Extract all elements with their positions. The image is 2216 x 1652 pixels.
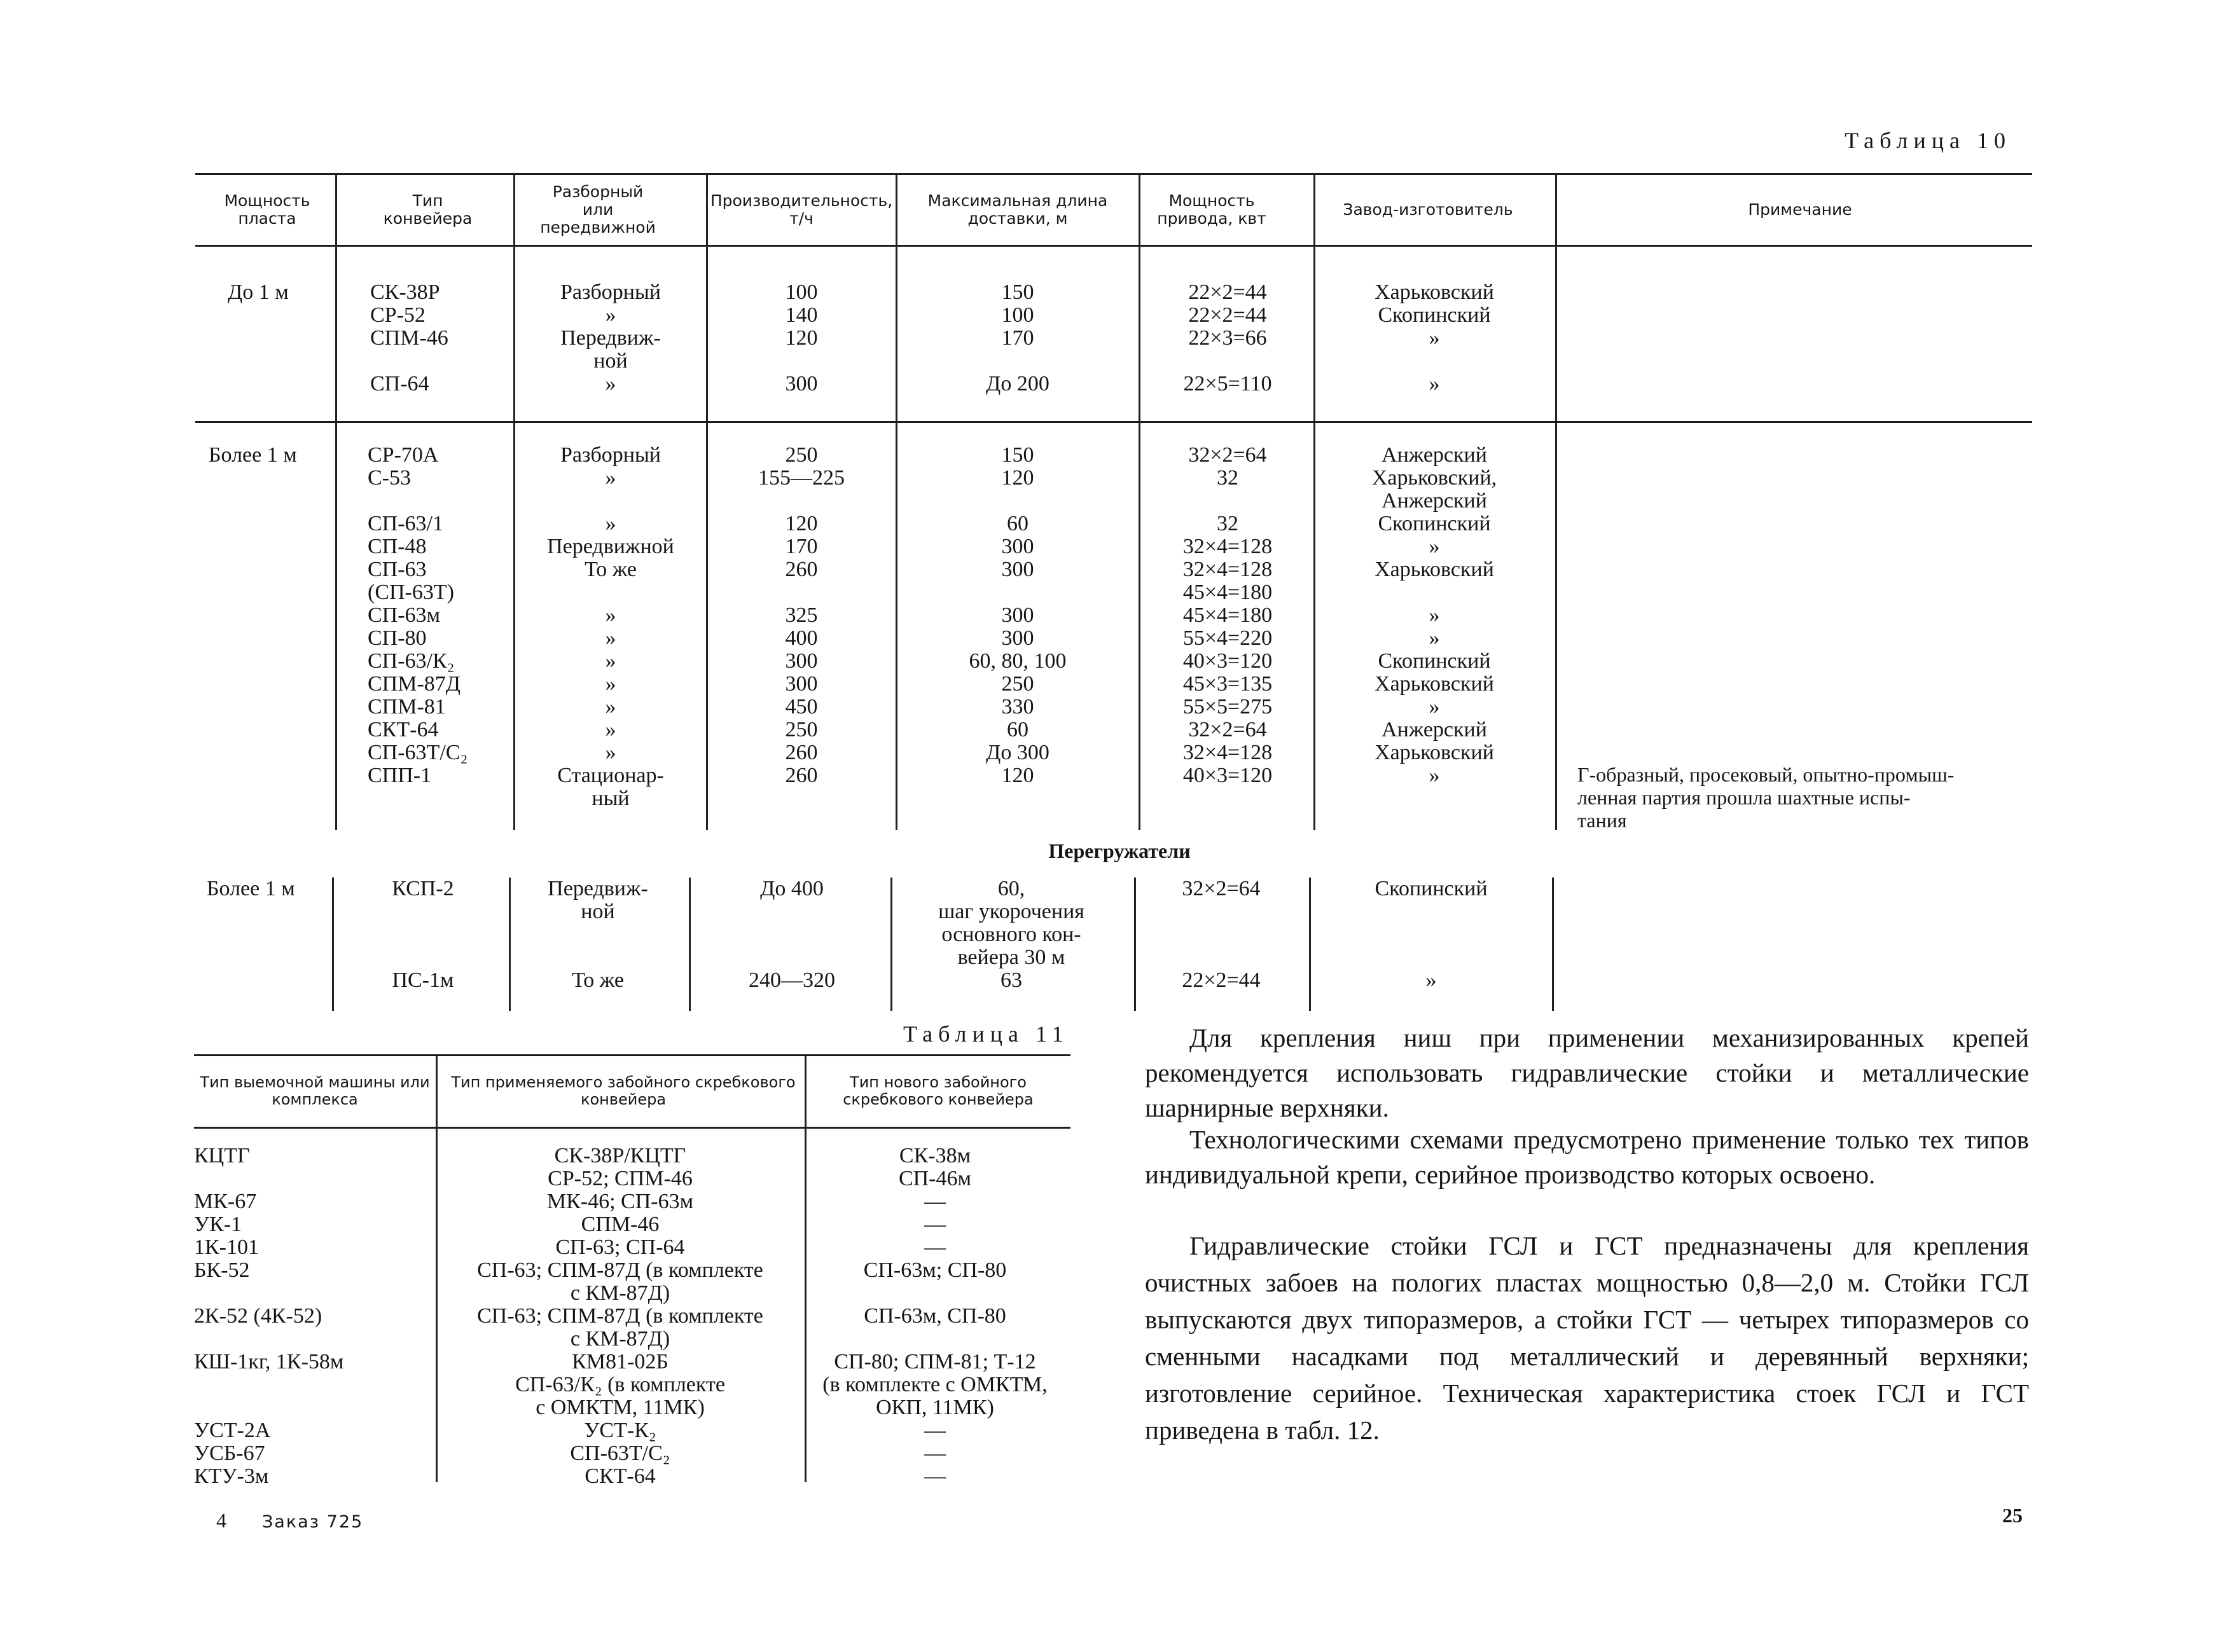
paragraph-hydraulic-props: Гидравлические стойки ГСЛ и ГСТ предназначены для крепления очистных забоев на пологих пластах мощностью 0,8—2,0 м. Стойки ГСЛ выпускаются двух типоразмеров, а стойки ГСТ — четырех типоразмеров со сменными насадками под металлический и деревянный верхняки; изготовление серийное. Техническая характеристика стоек ГСЛ и ГСТ приведена в табл. 12. [1145, 1231, 2029, 1445]
table10-column-divider [1309, 878, 1311, 1011]
table11-new-conveyors: СК-38м СП-46м — — — СП-63м; СП-80 СП-63м, СП-80 СП-80; СПМ-81; Т-12 (в комплекте с ОМКТМ, ОКП, 11МК) — — — [822, 1144, 1048, 1488]
table10-column-divider [1552, 878, 1554, 1011]
header-kind: Разборный или передвижной [540, 182, 656, 237]
group1-kind: Разборный » Передвиж- ной » [560, 280, 661, 396]
table10-column-divider [890, 878, 892, 1011]
group3-capacity: До 400 240—320 [749, 877, 835, 992]
transfer-conveyors-title: Перегружатели [1048, 839, 1191, 862]
group2-kind: Разборный » » Передвижной То же » » » » » » » Стационар- ный [547, 443, 674, 810]
group1-length: 150 100 170 До 200 [986, 280, 1049, 396]
group3-kind: Передвиж- ной То же [548, 877, 648, 992]
group3-plant: Скопинский » [1375, 877, 1488, 992]
header-machine-type: Тип выемочной машины или комплекса [200, 1073, 430, 1108]
table10-column-divider [509, 878, 511, 1011]
group1-types: СК-38Р СР-52 СПМ-46 СП-64 [370, 280, 448, 396]
group1-drive: 22×2=44 22×2=44 22×3=66 22×5=110 [1183, 280, 1272, 396]
group2-length: 150 120 60 300 300 300 300 60, 80, 100 250 330 60 До 300 120 [969, 443, 1067, 787]
header-seam-power: Мощность пласта [224, 191, 310, 228]
group2-note: Г-образный, просековый, опытно-промыш- ленная партия прошла шахтные испы- тания [1577, 763, 1955, 832]
table10-column-divider [896, 175, 897, 830]
group2-plant: Анжерский Харьковский, Анжерский Скопинский » Харьковский » » Скопинский Харьковский » Анжерский Харьковский » [1371, 443, 1497, 787]
table10-top-rule [195, 173, 2032, 175]
group2-capacity: 250 155—225 120 170 260 325 400 300 300 450 250 260 260 [758, 443, 845, 787]
header-note: Примечание [1748, 200, 1852, 219]
header-new-conveyor: Тип нового забойного скребкового конвейера [843, 1073, 1034, 1108]
order-number: Заказ 725 [262, 1512, 364, 1532]
header-max-length: Максимальная длина доставки, м [927, 191, 1108, 228]
header-plant: Завод-изготовитель [1343, 200, 1513, 219]
header-capacity: Производительность, т/ч [710, 191, 893, 228]
group2-power: Более 1 м [209, 443, 297, 467]
table10-column-divider [689, 878, 691, 1011]
group3-length: 60, шаг укорочения основного кон- вейера 30 м 63 [938, 877, 1084, 992]
table11-used-conveyors: СК-38Р/КЦТГ СР-52; СПМ-46 МК-46; СП-63м СПМ-46 СП-63; СП-64 СП-63; СПМ-87Д (в комплекте с КМ-87Д) СП-63; СПМ-87Д (в комплекте с КМ-87Д) КМ81-02Б СП-63/К₂ (в комплекте с ОМКТМ, 11МК) УСТ-К₂ СП-63Т/С₂ СКТ-64 [477, 1144, 763, 1488]
table10-column-divider [335, 175, 337, 830]
header-drive-power: Мощность привода, квт [1157, 191, 1266, 228]
table10-column-divider [332, 878, 334, 1011]
table10-column-divider [513, 175, 515, 830]
table11-header-rule [194, 1127, 1070, 1129]
table11-caption: Таблица 11 [903, 1021, 1069, 1047]
table10-column-divider [1139, 175, 1140, 830]
table10-caption: Таблица 10 [1845, 128, 2011, 153]
table11-machines: КЦТГ МК-67 УК-1 1К-101 БК-52 2К-52 (4К-52) КШ-1кг, 1К-58м УСТ-2А УСБ-67 КТУ-3м [194, 1144, 344, 1488]
group3-types: КСП-2 ПС-1м [392, 877, 454, 992]
table10-column-divider [706, 175, 708, 830]
group3-power: Более 1 м [207, 877, 295, 900]
header-conveyor-type: Тип конвейера [383, 191, 473, 228]
group2-types: СР-70А С-53 СП-63/1 СП-48 СП-63 (СП-63Т) СП-63м СП-80 СП-63/К₂ СПМ-87Д СПМ-81 СКТ-64 СП-63Т/С₂ СПП-1 [368, 443, 468, 787]
group2-drive: 32×2=64 32 32 32×4=128 32×4=128 45×4=180 45×4=180 55×4=220 40×3=120 45×3=135 55×5=275 32×2=64 32×4=128 40×3=120 [1182, 443, 1273, 787]
table10-group-rule [195, 421, 2032, 423]
table10-column-divider [1313, 175, 1315, 830]
page-number: 25 [2002, 1504, 2023, 1527]
table10-column-divider [1555, 175, 1557, 830]
table11-column-divider [436, 1056, 438, 1482]
table10-header-rule [195, 245, 2032, 247]
group3-drive: 32×2=64 22×2=44 [1182, 877, 1261, 992]
group1-capacity: 100 140 120 300 [785, 280, 818, 396]
signature-number: 4 [216, 1509, 226, 1532]
group1-power: До 1 м [228, 280, 289, 304]
table11-column-divider [805, 1056, 807, 1482]
group1-plant: Харьковский Скопинский » » [1375, 280, 1494, 396]
paragraph-technological-schemes: Технологическими схемами предусмотрено применение только тех типов индивидуальной крепи, серийное производство которых освоено. [1145, 1125, 2029, 1189]
paragraph-niche-support: Для крепления ниш при применении механизированных крепей рекомендуется использовать гидравлические стойки и металлические шарнирные верхняки. [1145, 1023, 2029, 1122]
table11-top-rule [194, 1054, 1070, 1056]
table10-column-divider [1134, 878, 1136, 1011]
header-used-conveyor: Тип применяемого забойного скребкового конвейера [451, 1073, 796, 1108]
